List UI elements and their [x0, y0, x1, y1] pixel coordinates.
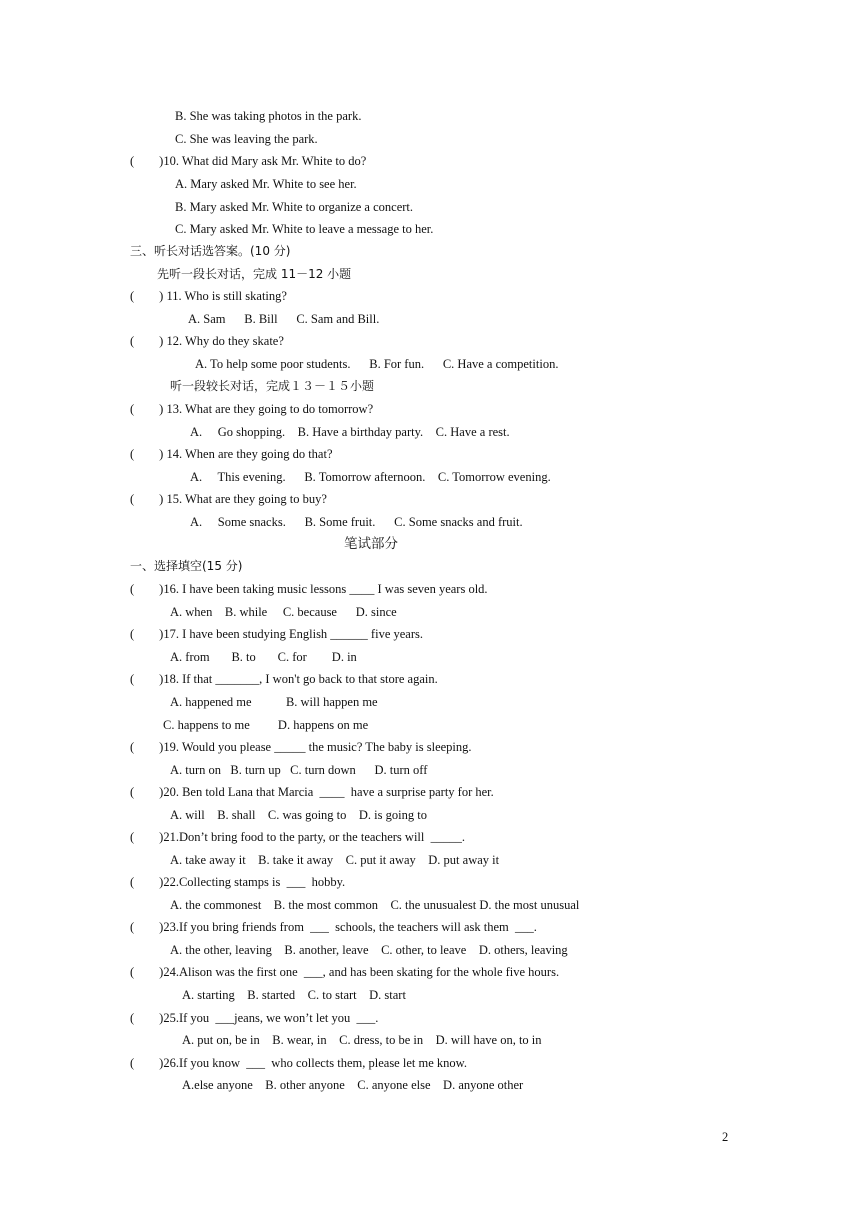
text-line: A.else anyone B. other anyone C. anyone else D. anyone other	[182, 1078, 524, 1092]
text-line: B. Mary asked Mr. White to organize a concert.	[175, 200, 414, 214]
text-line: ( )22.Collecting stamps is ___ hobby.	[130, 875, 346, 889]
text-line: A. starting B. started C. to start D. start	[182, 988, 406, 1002]
text-line: ( ) 15. What are they going to buy?	[130, 492, 327, 506]
text-line: C. happens to me D. happens on me	[163, 718, 369, 732]
text-line: A. take away it B. take it away C. put it away D. put away it	[170, 853, 500, 867]
text-line: 笔试部分	[344, 536, 398, 552]
text-line: B. She was taking photos in the park.	[175, 109, 362, 123]
text-line: ( )19. Would you please _____ the music? The baby is sleeping.	[130, 740, 472, 754]
text-line: ( ) 13. What are they going to do tomorrow?	[130, 402, 374, 416]
text-line: ( )21.Don’t bring food to the party, or the teachers will _____.	[130, 830, 465, 844]
text-line: A. will B. shall C. was going to D. is going to	[170, 808, 427, 822]
text-line: ( )24.Alison was the first one ___, and has been skating for the whole five hours.	[130, 965, 560, 979]
text-line: A. happened me B. will happen me	[170, 695, 378, 709]
text-line: A. turn on B. turn up C. turn down D. turn off	[170, 763, 428, 777]
text-line: 三、听长对话选答案。(10 分)	[130, 244, 291, 258]
text-line: ( )23.If you bring friends from ___ schools, the teachers will ask them ___.	[130, 920, 537, 934]
text-line: A. from B. to C. for D. in	[170, 650, 357, 664]
text-line: ( ) 14. When are they going do that?	[130, 447, 333, 461]
text-line: A. Sam B. Bill C. Sam and Bill.	[188, 312, 380, 326]
text-line: ( )16. I have been taking music lessons ____ I was seven years old.	[130, 582, 488, 596]
text-line: 先听一段长对话，完成 11－12 小题	[157, 267, 352, 281]
text-line: A. Some snacks. B. Some fruit. C. Some snacks and fruit.	[190, 515, 523, 529]
text-line: ( ) 12. Why do they skate?	[130, 334, 284, 348]
text-line: A. the commonest B. the most common C. the unusualest D. the most unusual	[170, 898, 580, 912]
text-line: ( )18. If that _______, I won't go back to that store again.	[130, 672, 438, 686]
text-line: 一、选择填空(15 分)	[130, 559, 243, 573]
text-line: A. To help some poor students. B. For fun. C. Have a competition.	[195, 357, 559, 371]
text-line: A. put on, be in B. wear, in C. dress, to be in D. will have on, to in	[182, 1033, 542, 1047]
text-line: ( )25.If you ___jeans, we won’t let you ___.	[130, 1011, 379, 1025]
text-line: A. This evening. B. Tomorrow afternoon. C. Tomorrow evening.	[190, 470, 551, 484]
text-line: ( )26.If you know ___ who collects them, please let me know.	[130, 1056, 467, 1070]
text-line: ( )17. I have been studying English ______ five years.	[130, 627, 423, 641]
page-number: 2	[722, 1130, 729, 1144]
text-line: A. when B. while C. because D. since	[170, 605, 397, 619]
text-line: ( )20. Ben told Lana that Marcia ____ have a surprise party for her.	[130, 785, 494, 799]
text-line: A. Mary asked Mr. White to see her.	[175, 177, 357, 191]
text-line: C. She was leaving the park.	[175, 132, 318, 146]
text-line: C. Mary asked Mr. White to leave a message to her.	[175, 222, 434, 236]
text-line: A. Go shopping. B. Have a birthday party. C. Have a rest.	[190, 425, 510, 439]
text-line: ( )10. What did Mary ask Mr. White to do?	[130, 154, 367, 168]
text-line: 听一段较长对话，完成１３－１５小题	[170, 379, 375, 393]
text-line: ( ) 11. Who is still skating?	[130, 289, 287, 303]
text-line: A. the other, leaving B. another, leave C. other, to leave D. others, leaving	[170, 943, 568, 957]
